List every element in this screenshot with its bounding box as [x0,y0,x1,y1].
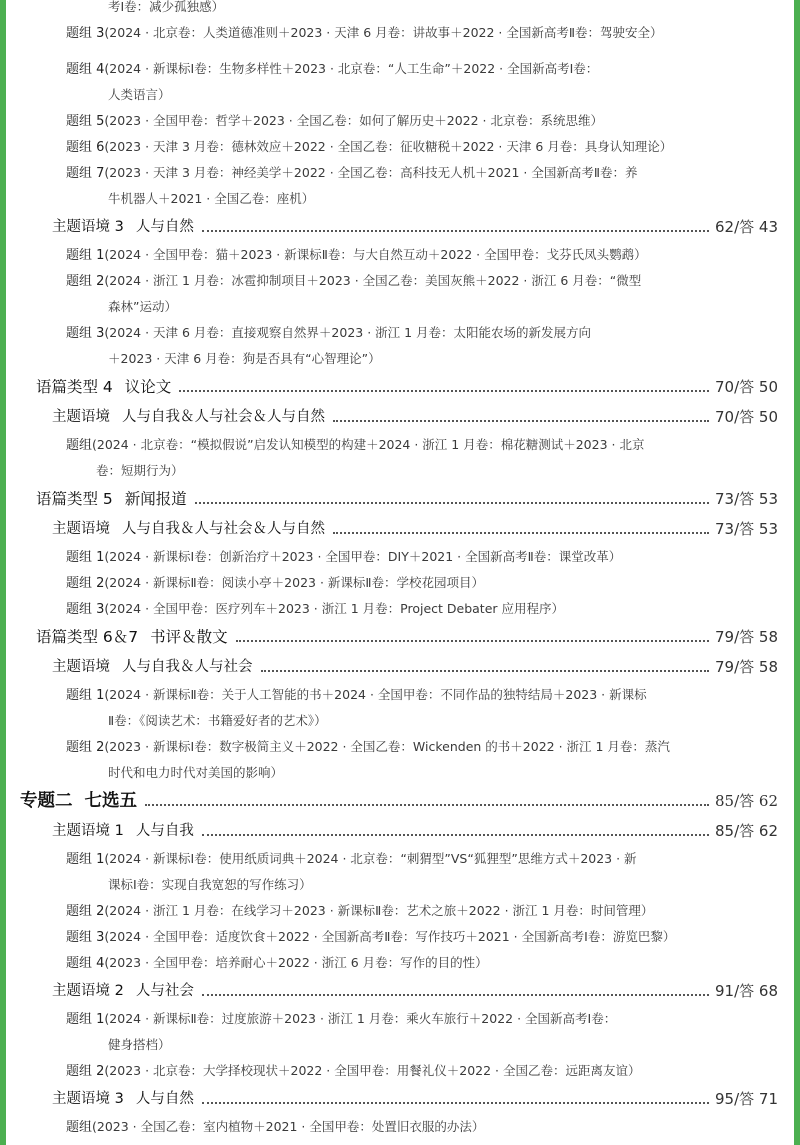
question-group-entry[interactable] [0,268,800,294]
entry-text: 健身搭档） [108,1037,171,1052]
genre-heading-label: 语篇类型 4 [36,378,113,396]
theme-heading-title: 人与自我＆人与社会＆人与自然 [122,521,325,537]
genre-heading-title: 书评＆散文 [150,628,228,646]
dot-leader [333,532,709,534]
dot-leader [261,670,710,672]
question-group-sources: (2024 · 浙江 1 月卷：在线学习＋2023 · 新课标Ⅱ卷：艺术之旅＋2022 · 浙江 1 月卷：时间管理） [104,903,654,918]
question-group-label: 题组 3 [66,602,105,617]
theme-heading-title: 人与自我＆人与社会＆人与自然 [122,409,325,425]
page-reference: 85/答 62 [715,822,778,840]
question-group-entry[interactable] [0,320,800,346]
question-group-sources: (2024 · 天津 6 月卷：直接观察自然界＋2023 · 浙江 1 月卷：太阳能农场的新发展方向 [104,325,592,340]
question-group-entry[interactable] [0,846,800,872]
question-group-sources: (2023 · 全国甲卷：培养耐心＋2022 · 浙江 6 月卷：写作的目的性） [104,955,488,970]
question-group-entry[interactable] [0,1006,800,1032]
topic-heading[interactable] [0,786,800,816]
dot-leader [202,230,709,232]
question-group-label: 题组 1 [66,248,105,263]
theme-heading-label: 主题语境 [52,659,110,675]
question-group-sources: (2024 · 新课标Ⅱ卷：关于人工智能的书＋2024 · 全国甲卷：不同作品的独特结局＋2023 · 新课标 [104,687,647,702]
question-group-entry[interactable] [0,544,800,570]
question-group-sources: (2024 · 全国甲卷：医疗列车＋2023 · 浙江 1 月卷：Project Debater 应用程序） [104,601,565,616]
dot-leader [145,804,709,806]
question-group-label: 题组 1 [66,852,105,867]
question-group-entry[interactable] [0,734,800,760]
theme-heading-label: 主题语境 [52,409,110,425]
question-group-entry[interactable] [0,242,800,268]
entry-continuation [0,1032,800,1058]
page-reference: 79/答 58 [715,658,778,676]
question-group-sources: (2024 · 全国甲卷：适度饮食＋2022 · 全国新高考Ⅱ卷：写作技巧＋2021 · 全国新高考Ⅰ卷：游览巴黎） [104,929,676,944]
page-reference: 95/答 71 [715,1090,778,1108]
theme-heading-label: 主题语境 3 [52,1091,124,1107]
question-group-entry[interactable] [0,682,800,708]
theme-heading-title: 人与自然 [135,1091,194,1107]
question-group-label: 题组 2 [66,274,105,289]
question-group-sources: (2023 · 全国甲卷：哲学＋2023 · 全国乙卷：如何了解历史＋2022 · 北京卷：系统思维） [104,113,603,128]
question-group-label: 题组 5 [66,114,105,129]
theme-heading[interactable] [0,402,800,432]
entry-continuation [0,872,800,898]
entry-text: 时代和电力时代对美国的影响） [108,765,284,780]
question-group-label: 题组 2 [66,740,105,755]
entry-text: ＋2023 · 天津 6 月卷：狗是否具有“心智理论”） [108,351,381,366]
entry-text: 森林”运动） [108,299,177,314]
question-group-entry[interactable] [0,20,800,46]
dot-leader [195,502,709,504]
genre-heading[interactable] [0,372,800,402]
question-group-entry[interactable] [0,160,800,186]
question-group-sources: (2024 · 新课标Ⅰ卷：生物多样性＋2023 · 北京卷：“人工生命”＋2022 · 全国新高考Ⅰ卷： [104,61,599,76]
question-group-sources: (2024 · 新课标Ⅱ卷：过度旅游＋2023 · 浙江 1 月卷：乘火车旅行＋2022 · 全国新高考Ⅰ卷： [104,1011,617,1026]
dot-leader [333,420,709,422]
page-reference: 73/答 53 [715,520,778,538]
page-reference: 79/答 58 [715,628,778,646]
dot-leader [202,1102,709,1104]
entry-continuation [0,0,800,20]
question-group-entry[interactable] [0,924,800,950]
question-group-sources: (2023 · 天津 3 月卷：神经美学＋2022 · 全国乙卷：高科技无人机＋2021 · 全国新高考Ⅱ卷：养 [104,165,638,180]
question-group-label: 题组 1 [66,550,105,565]
question-group-entry[interactable] [0,898,800,924]
question-group-sources: (2024 · 北京卷：人类道德准则＋2023 · 天津 6 月卷：讲故事＋2022 · 全国新高考Ⅱ卷：驾驶安全） [104,25,663,40]
theme-heading-title: 人与自我＆人与社会 [122,659,253,675]
theme-heading[interactable] [0,514,800,544]
topic-heading-label: 专题二 [20,791,73,811]
question-group-entry[interactable] [0,1058,800,1084]
question-group-sources: (2024 · 新课标Ⅱ卷：阅读小亭＋2023 · 新课标Ⅱ卷：学校花园项目） [104,575,485,590]
theme-heading[interactable] [0,976,800,1006]
theme-heading-label: 主题语境 [52,521,110,537]
question-group-label: 题组 [66,438,93,453]
page-reference: 70/答 50 [715,408,778,426]
question-group-label: 题组 3 [66,26,105,41]
entry-text: 人类语言） [108,87,171,102]
genre-heading[interactable] [0,484,800,514]
entry-text: 考Ⅰ卷：减少孤独感） [108,0,225,14]
question-group-entry[interactable] [0,1114,800,1140]
question-group-label: 题组 1 [66,688,105,703]
theme-heading-label: 主题语境 2 [52,983,124,999]
entry-text: 课标Ⅰ卷：实现自我宽恕的写作练习） [108,877,312,892]
question-group-label: 题组 2 [66,904,105,919]
question-group-label: 题组 1 [66,1012,105,1027]
question-group-sources: (2023 · 全国乙卷：室内植物＋2021 · 全国甲卷：处置旧衣服的办法） [92,1119,485,1134]
question-group-label: 题组 3 [66,930,105,945]
question-group-sources: (2024 · 新课标Ⅰ卷：创新治疗＋2023 · 全国甲卷：DIY＋2021 · 全国新高考Ⅱ卷：课堂改革） [104,549,622,564]
theme-heading-title: 人与自然 [135,219,194,235]
page-reference: 70/答 50 [715,378,778,396]
question-group-label: 题组 4 [66,62,105,77]
question-group-label: 题组 2 [66,1064,105,1079]
genre-heading-label: 语篇类型 5 [36,490,113,508]
theme-heading-label: 主题语境 3 [52,219,124,235]
theme-heading[interactable] [0,652,800,682]
entry-continuation [0,186,800,212]
question-group-sources: (2023 · 天津 3 月卷：德林效应＋2022 · 全国乙卷：征收糖税＋2022 · 天津 6 月卷：具身认知理论） [104,139,673,154]
dot-leader [202,994,709,996]
entry-continuation [0,82,800,108]
theme-heading[interactable] [0,212,800,242]
question-group-label: 题组 3 [66,326,105,341]
question-group-sources: (2024 · 浙江 1 月卷：冰雹抑制项目＋2023 · 全国乙卷：美国灰熊＋2022 · 浙江 6 月卷：“微型 [104,273,642,288]
genre-heading-title: 新闻报道 [124,490,187,508]
topic-heading-title: 七选五 [84,791,137,811]
page-reference: 91/答 68 [715,982,778,1000]
question-group-sources: (2024 · 全国甲卷：猫＋2023 · 新课标Ⅱ卷：与大自然互动＋2022 · 全国甲卷：戈芬氏凤头鹦鹉） [104,247,647,262]
theme-heading-title: 人与社会 [135,983,194,999]
entry-text: 卷：短期行为） [96,463,184,478]
entry-continuation [0,458,800,484]
theme-heading-label: 主题语境 1 [52,823,124,839]
question-group-entry[interactable] [0,56,800,82]
theme-heading[interactable] [0,1084,800,1114]
question-group-sources: (2024 · 新课标Ⅰ卷：使用纸质词典＋2024 · 北京卷：“刺猬型”VS“狐狸型”思维方式＋2023 · 新 [104,851,637,866]
page-reference: 62/答 43 [715,218,778,236]
dot-leader [236,640,709,642]
question-group-label: 题组 7 [66,166,105,181]
question-group-label: 题组 6 [66,140,105,155]
question-group-sources: (2023 · 新课标Ⅰ卷：数字极简主义＋2022 · 全国乙卷：Wickenden 的书＋2022 · 浙江 1 月卷：蒸汽 [104,739,670,754]
question-group-entry[interactable] [0,596,800,622]
question-group-label: 题组 [66,1120,93,1135]
entry-continuation [0,708,800,734]
entry-continuation [0,346,800,372]
theme-heading-title: 人与自我 [135,823,194,839]
question-group-entry[interactable] [0,108,800,134]
question-group-entry[interactable] [0,950,800,976]
genre-heading-label: 语篇类型 6＆7 [36,628,139,646]
question-group-entry[interactable] [0,134,800,160]
page-reference: 85/答 62 [715,792,778,810]
question-group-entry[interactable] [0,432,800,458]
question-group-sources: (2023 · 北京卷：大学择校现状＋2022 · 全国甲卷：用餐礼仪＋2022 · 全国乙卷：远距离友谊） [104,1063,641,1078]
entry-text: Ⅱ卷：《阅读艺术：书籍爱好者的艺术》） [108,713,327,728]
genre-heading[interactable] [0,622,800,652]
dot-leader [202,834,709,836]
spacer [0,46,800,56]
question-group-label: 题组 2 [66,576,105,591]
theme-heading[interactable] [0,816,800,846]
entry-continuation [0,760,800,786]
dot-leader [179,390,709,392]
question-group-sources: (2024 · 北京卷：“模拟假说”启发认知模型的构建＋2024 · 浙江 1 月卷：棉花糖测试＋2023 · 北京 [92,437,645,452]
question-group-label: 题组 4 [66,956,105,971]
entry-continuation [0,294,800,320]
question-group-entry[interactable] [0,570,800,596]
entry-text: 牛机器人＋2021 · 全国乙卷：座机） [108,191,315,206]
genre-heading-title: 议论文 [124,378,172,396]
page-reference: 73/答 53 [715,490,778,508]
